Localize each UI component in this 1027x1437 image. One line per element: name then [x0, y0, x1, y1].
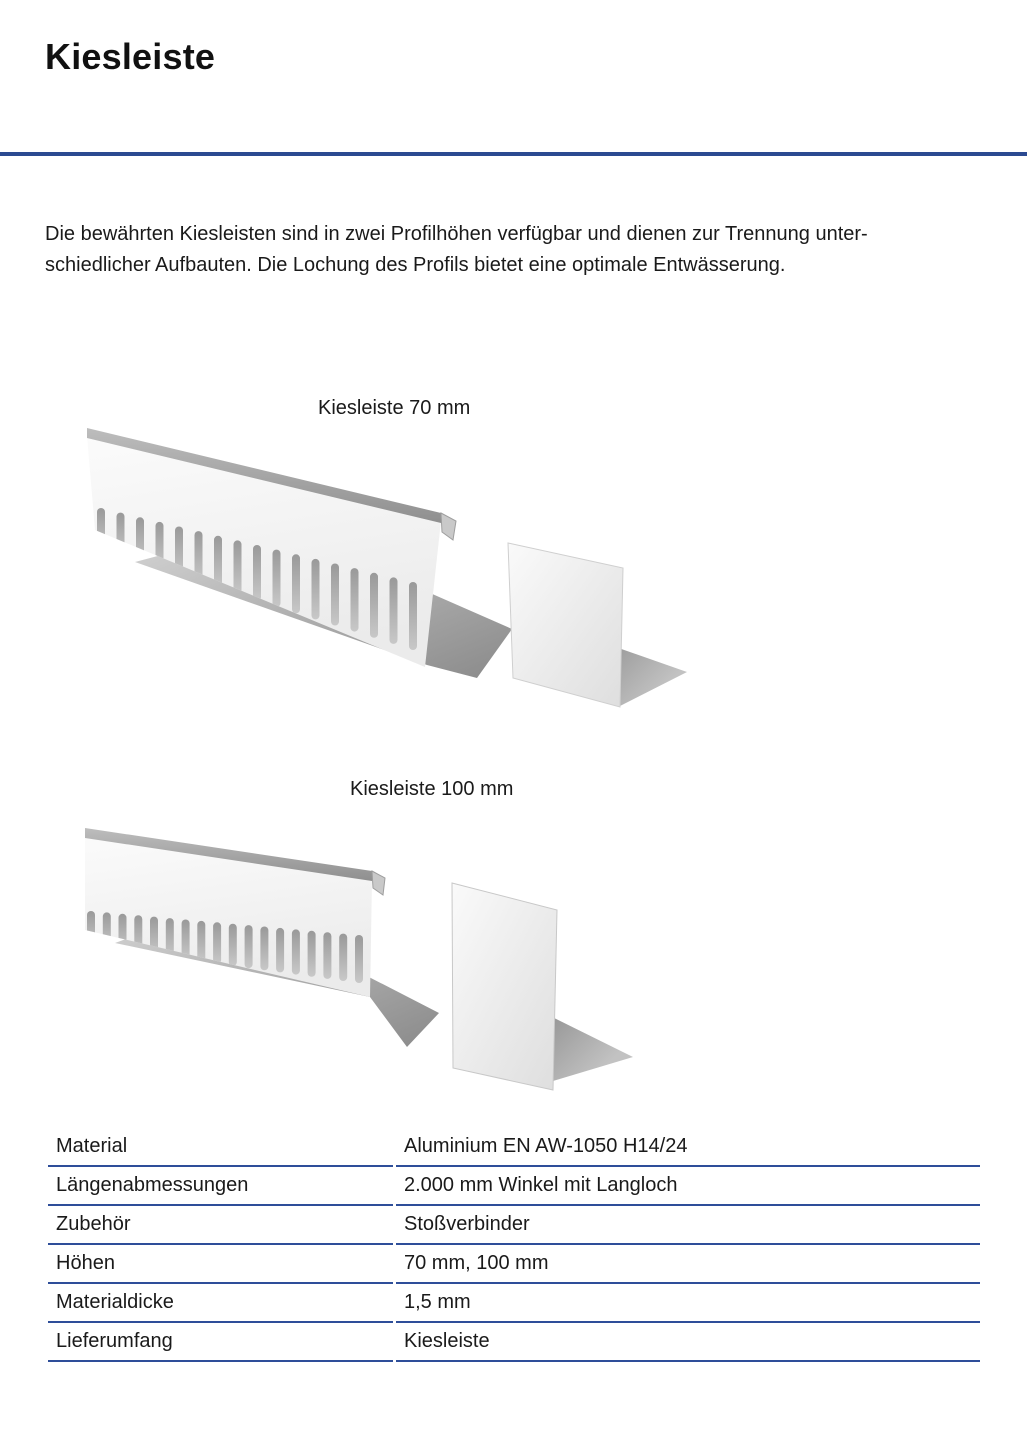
spec-label: Zubehör	[48, 1206, 393, 1245]
spec-label: Längenabmessungen	[48, 1167, 393, 1206]
page-title: Kiesleiste	[45, 36, 216, 78]
product-image-100mm	[75, 815, 715, 1115]
intro-paragraph	[45, 219, 965, 281]
spec-label: Materialdicke	[48, 1284, 393, 1323]
spec-label: Höhen	[48, 1245, 393, 1284]
product-figure-70mm	[0, 397, 1027, 717]
profile100-hem-hook	[372, 871, 385, 895]
spec-value: Aluminium EN AW-1050 H14/24	[396, 1128, 980, 1167]
spec-value: 2.000 mm Winkel mit Langloch	[396, 1167, 980, 1206]
spec-label: Material	[48, 1128, 393, 1167]
connector70-plate	[508, 543, 623, 707]
intro-line-2: schiedlicher Aufbauten. Die Lochung des Profils bietet eine optimale Entwässerung.	[45, 254, 786, 276]
spec-label: Lieferumfang	[48, 1323, 393, 1362]
table-row	[48, 1245, 980, 1284]
product-caption-100mm: Kiesleiste 100 mm	[350, 778, 514, 800]
table-row	[48, 1128, 980, 1167]
product-figure-100mm	[0, 778, 1027, 1118]
table-row	[48, 1206, 980, 1245]
table-row	[48, 1323, 980, 1362]
intro-line-1: Die bewährten Kiesleisten sind in zwei Profilhöhen verfügbar und dienen zur Trennung unter-	[45, 223, 868, 245]
title-divider-rule	[0, 152, 1027, 156]
product-caption-70mm: Kiesleiste 70 mm	[318, 397, 471, 419]
connector100-plate	[452, 883, 557, 1090]
table-row	[48, 1167, 980, 1206]
profile70-hem-hook	[441, 513, 456, 540]
spec-value: 70 mm, 100 mm	[396, 1245, 980, 1284]
spec-table	[45, 1128, 983, 1362]
spec-value: Kiesleiste	[396, 1323, 980, 1362]
table-row	[48, 1284, 980, 1323]
spec-value: 1,5 mm	[396, 1284, 980, 1323]
spec-value: Stoßverbinder	[396, 1206, 980, 1245]
product-image-70mm	[75, 422, 715, 722]
